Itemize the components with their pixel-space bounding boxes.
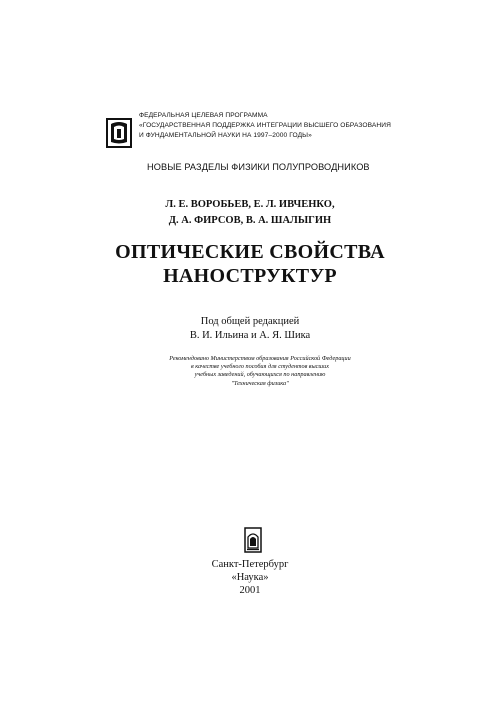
recommendation-line: "Техническая физика" <box>231 379 289 387</box>
recommendation-line: в качестве учебного пособия для студентов высших <box>191 363 329 371</box>
publisher-emblem-icon <box>244 527 262 553</box>
program-line: И ФУНДАМЕНТАЛЬНОЙ НАУКИ НА 1997–2000 ГОДЫ» <box>139 132 312 139</box>
program-statement <box>139 111 439 141</box>
imprint-publisher: «Наука» <box>231 572 269 583</box>
imprint-year: 2001 <box>239 585 261 596</box>
editors-intro: Под общей редакцией <box>200 316 300 327</box>
book-title-line: НАНОСТРУКТУР <box>163 265 337 287</box>
book-title <box>80 240 420 288</box>
program-line: ФЕДЕРАЛЬНАЯ ЦЕЛЕВАЯ ПРОГРАММА <box>139 112 268 119</box>
recommendation-line: Рекомендовано Министерством образования Российской Федерации <box>169 355 351 362</box>
editors <box>140 315 360 343</box>
program-emblem-icon <box>106 118 132 148</box>
authors-line: Л. Е. ВОРОБЬЕВ, Е. Л. ИВЧЕНКО, <box>165 199 335 210</box>
authors <box>100 197 400 229</box>
imprint <box>195 558 305 597</box>
series-title: НОВЫЕ РАЗДЕЛЫ ФИЗИКИ ПОЛУПРОВОДНИКОВ <box>147 162 370 172</box>
imprint-city: Санкт-Петербург <box>211 559 289 570</box>
recommendation-line: учебных заведений, обучающихся по направлению <box>194 371 326 379</box>
program-line: «ГОСУДАРСТВЕННАЯ ПОДДЕРЖКА ИНТЕГРАЦИИ ВЫСШЕГО ОБРАЗОВАНИЯ <box>139 122 391 129</box>
book-title-line: ОПТИЧЕСКИЕ СВОЙСТВА <box>115 241 385 263</box>
recommendation-note <box>135 355 385 388</box>
editors-names: В. И. Ильина и А. Я. Шика <box>189 330 311 341</box>
authors-line: Д. А. ФИРСОВ, В. А. ШАЛЫГИН <box>168 215 332 226</box>
